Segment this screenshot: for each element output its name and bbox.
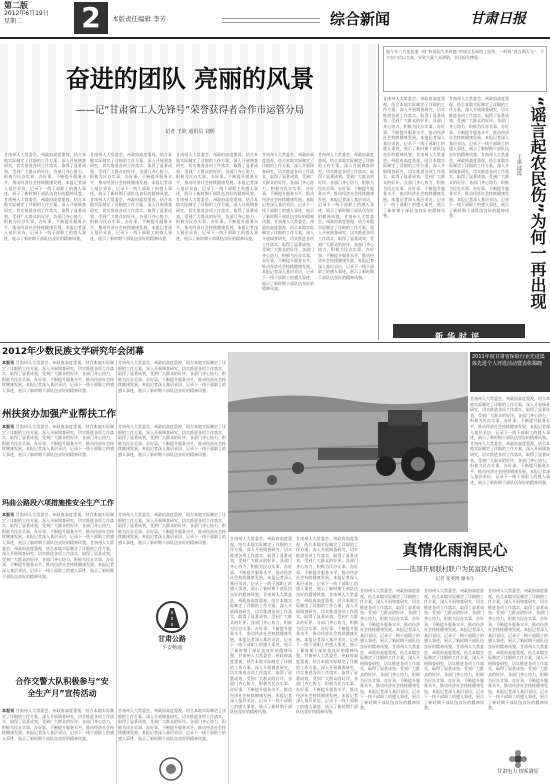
honor-headline: 2011年度甘肃省保险行业先进集体先进个人评选活动暨表彰揭晓 (472, 354, 545, 367)
story-fupin-byline: 本报讯 (2, 424, 15, 429)
mid-lower-text-2b: 甘南州人大常委会、州政府高度重视，结合本地实际制定了详细的工作方案，深入开展调查研究，切实推进各项工作落实，取得了显著成效，受到广大群众的好评。各部门齐心协力，积极为民办实事、办好事，不断提升服务水平，推动经济社会持续健康发展。本报记者深入基层采访，记录下一线干部职工的感人事迹，展示了新时期干部队伍良好的精神风貌。 (296, 591, 358, 659)
story-hezuo-headline: 合作交警大队积极参与“安全生产月”宣传活动 (15, 677, 109, 698)
ad-title: 甘肃公路 (158, 635, 186, 643)
header-rule (0, 37, 550, 39)
story-forum-headline: 2012年少数民族文学研究年会闭幕 (2, 347, 145, 357)
commentary-col-1 (383, 96, 445, 318)
lead-headline: 奋进的团队 亮丽的风景 (65, 65, 315, 93)
section-rule (0, 342, 550, 343)
story-maqu-text-b: 甘南州人大常委会、州政府高度重视，结合本地实际制定了详细的工作方案，深入开展调查研究，切实推进各项工作落实，取得了显著成效，受到广大群众的好评。各部门齐心协力，积极为民办实事、办好事，不断提升服务水平，推动经济社会持续健康发展。本报记者深入基层采访，记录下一线干部职工的感人事迹，展示了新时期干部队伍良好的精神风貌。 (2, 539, 114, 579)
love-text-2b: 甘南州人大常委会、州政府高度重视，结合本地实际制定了详细的工作方案，深入开展调查研究，切实推进各项工作落实，取得了显著成效，受到广大群众的好评。各部门齐心协力，积极为民办实事、办好事，不断提升服务水平，推动经济社会持续健康发展。本报记者深入基层采访，记录下一线干部职工的感人事迹，展示了新时期干部队伍良好的精神风貌。 (424, 643, 484, 711)
lead-story (0, 44, 376, 340)
lead-body-col-4 (262, 152, 314, 338)
love-text-3b: 甘南州人大常委会、州政府高度重视，结合本地实际制定了详细的工作方案，深入开展调查研究，切实推进各项工作落实，取得了显著成效，受到广大群众的好评。各部门齐心协力，积极为民办实事、办好事，不断提升服务水平，推动经济社会持续健康发展。本报记者深入基层采访，记录下一线干部职工的感人事迹，展示了新时期干部队伍良好的精神风貌。 (488, 643, 548, 711)
middle-lower-columns (230, 536, 358, 784)
second-col-bottom-text: 甘南州人大常委会、州政府高度重视，结合本地实际制定了详细的工作方案，深入开展调查研究，切实推进各项工作落实，取得了显著成效，受到广大群众的好评。各部门齐心协力，积极为民办实事、办好事，不断提升服务水平，推动经济社会持续健康发展。本报记者深入基层采访，记录下一线干部职工的感人事迹，展示了新时期干部队伍良好的精神风貌。 (118, 708, 226, 741)
lead-body-text-4: 甘南州人大常委会、州政府高度重视，结合本地实际制定了详细的工作方案，深入开展调查研究，切实推进各项工作落实，取得了显著成效，受到广大群众的好评。各部门齐心协力，积极为民办实事、办好事，不断提升服务水平，推动经济社会持续健康发展。本报记者深入基层采访，记录下一线干部职工的感人事迹，展示了新时期干部队伍良好的精神风貌。 (262, 152, 314, 225)
commentary-text-2: 甘南州人大常委会、州政府高度重视，结合本地实际制定了详细的工作方案，深入开展调查研究，切实推进各项工作落实，取得了显著成效，受到广大群众的好评。各部门齐心协力，积极为民办实事、办好事，不断提升服务水平，推动经济社会持续健康发展。本报记者深入基层采访，记录下一线干部职工的感人事迹，展示了新时期干部队伍良好的精神风貌。 (449, 96, 509, 157)
commentary-text-1: 甘南州人大常委会、州政府高度重视，结合本地实际制定了详细的工作方案，深入开展调查研究，切实推进各项工作落实，取得了显著成效，受到广大群众的好评。各部门齐心协力，积极为民办实事、办好事，不断提升服务水平，推动经济社会持续健康发展。本报记者深入基层采访，记录下一线干部职工的感人事迹，展示了新时期干部队伍良好的精神风貌。 (383, 96, 445, 157)
story-forum-body (2, 360, 114, 400)
road-emblem-icon (152, 600, 192, 634)
ad-emblem (126, 600, 218, 656)
love-text-3: 甘南州人大常委会、州政府高度重视，结合本地实际制定了详细的工作方案，深入开展调查研究，切实推进各项工作落实，取得了显著成效，受到广大群众的好评。各部门齐心协力，积极为民办实事、办好事，不断提升服务水平，推动经济社会持续健康发展。本报记者深入基层采访，记录下一线干部职工的感人事迹，展示了新时期干部队伍良好的精神风貌。 (488, 588, 548, 649)
lead-body-text-5: 甘南州人大常委会、州政府高度重视，结合本地实际制定了详细的工作方案，深入开展调查研究，切实推进各项工作落实，取得了显著成效，受到广大群众的好评。各部门齐心协力，积极为民办实事、办好事，不断提升服务水平，推动经济社会持续健康发展。本报记者深入基层采访，记录下一线干部职工的感人事迹，展示了新时期干部队伍良好的精神风貌。 (318, 152, 374, 219)
mid-lower-col-1 (230, 536, 292, 782)
divider-2 (228, 534, 229, 784)
second-col-mid (118, 424, 226, 490)
commentary-intro-box (383, 46, 547, 92)
story-fupin-body (2, 424, 114, 490)
lead-body-col-5 (318, 152, 374, 338)
story-hezuo-text: 甘南州人大常委会、州政府高度重视，结合本地实际制定了详细的工作方案，深入开展调查研究，切实推进各项工作落实，取得了显著成效，受到广大群众的好评。各部门齐心协力，积极为民办实事、办好事，不断提升服务水平，推动经济社会持续健康发展。本报记者深入基层采访，记录下一线干部职工的感人事迹，展示了新时期干部队伍良好的精神风貌。 (2, 708, 114, 741)
issue-weekday: 星期二 (4, 18, 23, 25)
edition-block (4, 2, 70, 34)
second-column (118, 346, 228, 784)
commentary-text-2b: 甘南州人大常委会、州政府高度重视，结合本地实际制定了详细的工作方案，深入开展调查研究，切实推进各项工作落实，取得了显著成效，受到广大群众的好评。各部门齐心协力，积极为民办实事、办好事，不断提升服务水平，推动经济社会持续健康发展。本报记者深入基层采访，记录下一线干部职工的感人事迹，展示了新时期干部队伍良好的精神风貌。 (449, 151, 509, 219)
lead-body-col-2 (90, 152, 172, 338)
lead-body-text-1b: 甘南州人大常委会、州政府高度重视，结合本地实际制定了详细的工作方案，深入开展调查研究，切实推进各项工作落实，取得了显著成效，受到广大群众的好评。各部门齐心协力，积极为民办实事、办好事，不断提升服务水平，推动经济社会持续健康发展。本报记者深入基层采访，记录下一线干部职工的感人事迹，展示了新时期干部队伍良好的精神风貌。 (4, 196, 86, 241)
lead-body-text-4b: 甘南州人大常委会、州政府高度重视，结合本地实际制定了详细的工作方案，深入开展调查研究，切实推进各项工作落实，取得了显著成效，受到广大群众的好评。各部门齐心协力，积极为民办实事、办好事，不断提升服务水平，推动经济社会持续健康发展。本报记者深入基层采访，记录下一线干部职工的感人事迹，展示了新时期干部队伍良好的精神风貌。 (262, 219, 314, 292)
second-col-bottom (118, 708, 226, 752)
tractor-photo (228, 352, 468, 532)
commentary-text-1b: 甘南州人大常委会、州政府高度重视，结合本地实际制定了详细的工作方案，深入开展调查研究，切实推进各项工作落实，取得了显著成效，受到广大群众的好评。各部门齐心协力，积极为民办实事、办好事，不断提升服务水平，推动经济社会持续健康发展。本报记者深入基层采访，记录下一线干部职工的感人事迹，展示了新时期干部队伍良好的精神风貌。 (383, 151, 445, 219)
honor-body (470, 396, 550, 530)
story-forum-byline: 本报讯 (2, 360, 15, 365)
commentary-author: 王康 邱霞 (516, 154, 522, 176)
mid-lower-text-2c: 甘南州人大常委会、州政府高度重视，结合本地实际制定了详细的工作方案，深入开展调查研究，切实推进各项工作落实，取得了显著成效，受到广大群众的好评。各部门齐心协力，积极为民办实事、办好事，不断提升服务水平，推动经济社会持续健康发展。本报记者深入基层采访，记录下一线干部职工的感人事迹，展示了新时期干部队伍良好的精神风貌。 (296, 653, 358, 715)
story-maqu-byline: 本报讯 (2, 512, 15, 517)
love-col-3 (488, 588, 548, 744)
love-col-1 (360, 588, 420, 782)
love-headline: 真情化雨润民心 (402, 541, 508, 559)
lead-body-text-3b: 甘南州人大常委会、州政府高度重视，结合本地实际制定了详细的工作方案，深入开展调查研究，切实推进各项工作落实，取得了显著成效，受到广大群众的好评。各部门齐心协力，积极为民办实事、办好事，不断提升服务水平，推动经济社会持续健康发展。本报记者深入基层采访，记录下一线干部职工的感人事迹，展示了新时期干部队伍良好的精神风貌。 (176, 196, 258, 241)
love-story (360, 536, 550, 784)
footer-banner (488, 750, 548, 782)
emblem-icon (156, 756, 186, 782)
love-text-1: 甘南州人大常委会、州政府高度重视，结合本地实际制定了详细的工作方案，深入开展调查研究，切实推进各项工作落实，取得了显著成效，受到广大群众的好评。各部门齐心协力，积极为民办实事、办好事，不断提升服务水平，推动经济社会持续健康发展。本报记者深入基层采访，记录下一线干部职工的感人事迹，展示了新时期干部队伍良好的精神风貌。 (360, 588, 420, 649)
ad-slogan: 平安畅通 (161, 645, 182, 651)
commentary-block (378, 44, 550, 340)
column-banner (393, 324, 525, 341)
story-hezuo-byline: 本报讯 (2, 708, 15, 713)
mid-lower-text-1c: 甘南州人大常委会、州政府高度重视，结合本地实际制定了详细的工作方案，深入开展调查研究，切实推进各项工作落实，取得了显著成效，受到广大群众的好评。各部门齐心协力，积极为民办实事、办好事，不断提升服务水平，推动经济社会持续健康发展。本报记者深入基层采访，记录下一线干部职工的感人事迹，展示了新时期干部队伍良好的精神风貌。 (230, 653, 292, 715)
story-maqu-headline: 玛曲公路段六项措施推安全生产工作 (2, 499, 114, 507)
second-col-lower (118, 512, 226, 596)
love-text-2: 甘南州人大常委会、州政府高度重视，结合本地实际制定了详细的工作方案，深入开展调查研究，切实推进各项工作落实，取得了显著成效，受到广大群众的好评。各部门齐心协力，积极为民办实事、办好事，不断提升服务水平，推动经济社会持续健康发展。本报记者深入基层采访，记录下一线干部职工的感人事迹，展示了新时期干部队伍良好的精神风貌。 (424, 588, 484, 649)
page-header (0, 0, 550, 40)
edition-label: 第二版 (4, 1, 28, 10)
header-ornament (222, 18, 320, 23)
short-stories-column (0, 346, 145, 784)
page-number-box (74, 2, 108, 34)
tractor-photo-image (228, 352, 468, 532)
love-subhead: ——选部开展联村联户为民富民行动纪实 (396, 565, 514, 573)
masthead-logo: 甘肃日报 (470, 11, 526, 27)
mid-lower-text-1b: 甘南州人大常委会、州政府高度重视，结合本地实际制定了详细的工作方案，深入开展调查研究，切实推进各项工作落实，取得了显著成效，受到广大群众的好评。各部门齐心协力，积极为民办实事、办好事，不断提升服务水平，推动经济社会持续健康发展。本报记者深入基层采访，记录下一线干部职工的感人事迹，展示了新时期干部队伍良好的精神风貌。 (230, 591, 292, 659)
section-title: 综合新闻 (330, 10, 391, 28)
flower-icon (506, 750, 530, 768)
mid-lower-text-1: 甘南州人大常委会、州政府高度重视，结合本地实际制定了详细的工作方案，深入开展调查研究，切实推进各项工作落实，取得了显著成效，受到广大群众的好评。各部门齐心协力，积极为民办实事、办好事，不断提升服务水平，推动经济社会持续健康发展。本报记者深入基层采访，记录下一线干部职工的感人事迹，展示了新时期干部队伍良好的精神风貌。 (230, 536, 292, 597)
commentary-col-2 (449, 96, 509, 318)
lead-body-text-3: 甘南州人大常委会、州政府高度重视，结合本地实际制定了详细的工作方案，深入开展调查研究，切实推进各项工作落实，取得了显著成效，受到广大群众的好评。各部门齐心协力，积极为民办实事、办好事，不断提升服务水平，推动经济社会持续健康发展。本报记者深入基层采访，记录下一线干部职工的感人事迹，展示了新时期干部队伍良好的精神风貌。 (176, 152, 258, 197)
lead-byline: 记者 王欣 通讯员 刘昕 (165, 129, 215, 135)
story-fupin-text: 甘南州人大常委会、州政府高度重视，结合本地实际制定了详细的工作方案，深入开展调查研究，切实推进各项工作落实，取得了显著成效，受到广大群众的好评。各部门齐心协力，积极为民办实事、办好事，不断提升服务水平，推动经济社会持续健康发展。本报记者深入基层采访，记录下一线干部职工的感人事迹，展示了新时期干部队伍良好的精神风貌。 (2, 424, 114, 457)
story-forum-text: 甘南州人大常委会、州政府高度重视，结合本地实际制定了详细的工作方案，深入开展调查研究，切实推进各项工作落实，取得了显著成效，受到广大群众的好评。各部门齐心协力，积极为民办实事、办好事，不断提升服务水平，推动经济社会持续健康发展。本报记者深入基层采访，记录下一线干部职工的感人事迹，展示了新时期干部队伍良好的精神风貌。 (2, 360, 114, 393)
commentary-intro: 据今年六月某报道一则“转基因大米致癌”的谣言在网络上流传，一时间“谣言满天飞”，不少农户信以为真，导致大量大米滞销，农民损失惨重…… (386, 49, 544, 60)
love-text-1b: 甘南州人大常委会、州政府高度重视，结合本地实际制定了详细的工作方案，深入开展调查研究，切实推进各项工作落实，取得了显著成效，受到广大群众的好评。各部门齐心协力，积极为民办实事、办好事，不断提升服务水平，推动经济社会持续健康发展。本报记者深入基层采访，记录下一线干部职工的感人事迹，展示了新时期干部队伍良好的精神风貌。 (360, 643, 420, 711)
mid-lower-col-2 (296, 536, 358, 782)
divider-1 (116, 360, 117, 784)
love-byline: 记者 张英博 谢书生 (435, 577, 475, 582)
issue-date: 2012年6月19日 (4, 10, 49, 17)
commentary-headline: “谣言起农民伤”为何一再出现 (528, 96, 547, 310)
bottom-emblem (156, 756, 186, 782)
lead-subhead: ——记“甘肃省工人先锋号”荣誉获得者合作市运管分局 (75, 105, 305, 116)
story-hezuo-body (2, 708, 114, 782)
lead-body-text-1: 甘南州人大常委会、州政府高度重视，结合本地实际制定了详细的工作方案，深入开展调查研究，切实推进各项工作落实，取得了显著成效，受到广大群众的好评。各部门齐心协力，积极为民办实事、办好事，不断提升服务水平，推动经济社会持续健康发展。本报记者深入基层采访，记录下一线干部职工的感人事迹，展示了新时期干部队伍良好的精神风貌。 (4, 152, 86, 197)
editor-credit: 本版责任编辑 李芳 (112, 15, 167, 23)
mid-lower-text-2: 甘南州人大常委会、州政府高度重视，结合本地实际制定了详细的工作方案，深入开展调查研究，切实推进各项工作落实，取得了显著成效，受到广大群众的好评。各部门齐心协力，积极为民办实事、办好事，不断提升服务水平，推动经济社会持续健康发展。本报记者深入基层采访，记录下一线干部职工的感人事迹，展示了新时期干部队伍良好的精神风貌。 (296, 536, 358, 597)
story-fupin-headline: 州扶贫办加强产业帮扶工作 (2, 409, 117, 420)
lead-body-col-3 (176, 152, 258, 338)
lead-body-text-2: 甘南州人大常委会、州政府高度重视，结合本地实际制定了详细的工作方案，深入开展调查研究，切实推进各项工作落实，取得了显著成效，受到广大群众的好评。各部门齐心协力，积极为民办实事、办好事，不断提升服务水平，推动经济社会持续健康发展。本报记者深入基层采访，记录下一线干部职工的感人事迹，展示了新时期干部队伍良好的精神风貌。 (90, 152, 172, 197)
second-col-lower-text: 甘南州人大常委会、州政府高度重视，结合本地实际制定了详细的工作方案，深入开展调查研究，切实推进各项工作落实，取得了显著成效，受到广大群众的好评。各部门齐心协力，积极为民办实事、办好事，不断提升服务水平，推动经济社会持续健康发展。本报记者深入基层采访，记录下一线干部职工的感人事迹，展示了新时期干部队伍良好的精神风貌。 (118, 512, 226, 545)
page-number: 2 (81, 1, 101, 34)
love-col-2 (424, 588, 484, 782)
second-col-upper-text: 甘南州人大常委会、州政府高度重视，结合本地实际制定了详细的工作方案，深入开展调查研究，切实推进各项工作落实，取得了显著成效，受到广大群众的好评。各部门齐心协力，积极为民办实事、办好事，不断提升服务水平，推动经济社会持续健康发展。本报记者深入基层采访，记录下一线干部职工的感人事迹，展示了新时期干部队伍良好的精神风貌。 (118, 360, 226, 393)
lead-body-text-5b: 甘南州人大常委会、州政府高度重视，结合本地实际制定了详细的工作方案，深入开展调查研究，切实推进各项工作落实，取得了显著成效，受到广大群众的好评。各部门齐心协力，积极为民办实事、办好事，不断提升服务水平，推动经济社会持续健康发展。本报记者深入基层采访，记录下一线干部职工的感人事迹，展示了新时期干部队伍良好的精神风貌。 (318, 213, 374, 281)
story-maqu-text: 甘南州人大常委会、州政府高度重视，结合本地实际制定了详细的工作方案，深入开展调查研究，切实推进各项工作落实，取得了显著成效，受到广大群众的好评。各部门齐心协力，积极为民办实事、办好事，不断提升服务水平，推动经济社会持续健康发展。本报记者深入基层采访，记录下一线干部职工的感人事迹，展示了新时期干部队伍良好的精神风貌。 (2, 512, 114, 545)
lead-body-text-2b: 甘南州人大常委会、州政府高度重视，结合本地实际制定了详细的工作方案，深入开展调查研究，切实推进各项工作落实，取得了显著成效，受到广大群众的好评。各部门齐心协力，积极为民办实事、办好事，不断提升服务水平，推动经济社会持续健康发展。本报记者深入基层采访，记录下一线干部职工的感人事迹，展示了新时期干部队伍良好的精神风貌。 (90, 196, 172, 241)
honor-body-text: 甘南州人大常委会、州政府高度重视，结合本地实际制定了详细的工作方案，深入开展调查研究，切实推进各项工作落实，取得了显著成效，受到广大群众的好评。各部门齐心协力，积极为民办实事、办好事，不断提升服务水平，推动经济社会持续健康发展。本报记者深入基层采访，记录下一线干部职工的感人事迹，展示了新时期干部队伍良好的精神风貌。 (470, 396, 550, 441)
lead-body-col-1 (4, 152, 86, 338)
story-maqu-body (2, 512, 114, 668)
second-col-mid-text: 甘南州人大常委会、州政府高度重视，结合本地实际制定了详细的工作方案，深入开展调查研究，切实推进各项工作落实，取得了显著成效，受到广大群众的好评。各部门齐心协力，积极为民办实事、办好事，不断提升服务水平，推动经济社会持续健康发展。本报记者深入基层采访，记录下一线干部职工的感人事迹，展示了新时期干部队伍良好的精神风貌。 (118, 424, 226, 457)
second-col-upper (118, 360, 226, 400)
honor-headline-box (470, 352, 550, 392)
column-banner-title: 新华时评 (435, 332, 483, 341)
footer-banner-text: 甘肃电力 情系陇原 (497, 769, 539, 775)
honor-box (470, 352, 550, 532)
honor-body-text-b: 甘南州人大常委会、州政府高度重视，结合本地实际制定了详细的工作方案，深入开展调查研究，切实推进各项工作落实，取得了显著成效，受到广大群众的好评。各部门齐心协力，积极为民办实事、办好事，不断提升服务水平，推动经济社会持续健康发展。本报记者深入基层采访，记录下一线干部职工的感人事迹，展示了新时期干部队伍良好的精神风貌。 (470, 440, 550, 485)
